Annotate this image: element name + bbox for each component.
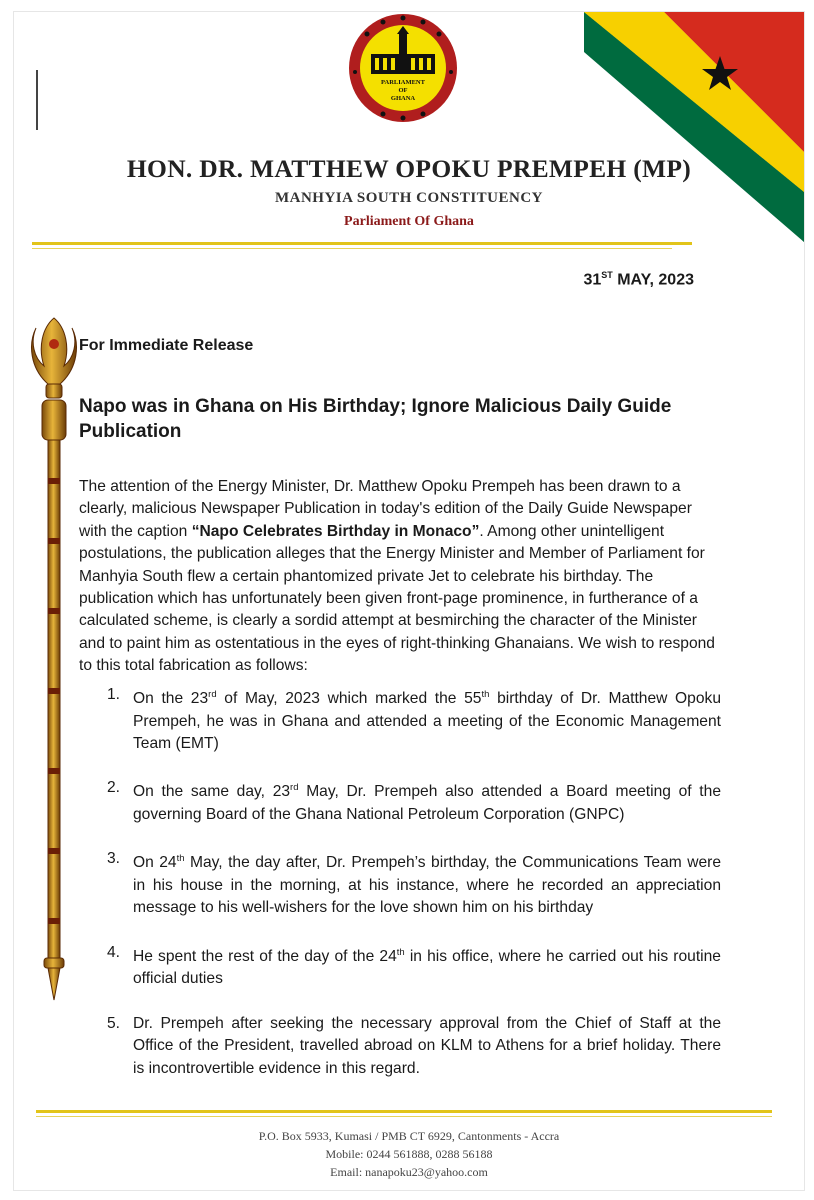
headline: Napo was in Ghana on His Birthday; Ignore Malicious Daily Guide Publication bbox=[79, 396, 672, 442]
list-item: 3. On 24th May, the day after, Dr. Prempeh’s birthday, the Communications Team were in his house in the morning, at his instance, where he recorded an appreciation message to his well-wishers for the love shown him on his birthday bbox=[107, 850, 721, 917]
mace-emblem-icon bbox=[24, 308, 84, 1008]
list-item: 4. He spent the rest of the day of the 24th in his office, where he carried out his routine official duties bbox=[107, 943, 721, 988]
parliament-label: Parliament Of Ghana bbox=[344, 214, 474, 229]
seal-country: GHANA bbox=[390, 95, 416, 102]
list-item: 5. Dr. Prempeh after seeking the necessary approval from the Chief of Staff at the Office of the President, travelled abroad on KLM to Athens for a brief holiday. There is incontrovertible evidence in this regard. bbox=[107, 1014, 721, 1077]
seal-of: OF bbox=[398, 87, 408, 94]
mp-name: HON. DR. MATTHEW OPOKU PREMPEH (MP) bbox=[126, 154, 692, 183]
newspaper-caption: “Napo Celebrates Birthday in Monaco” bbox=[191, 522, 480, 540]
list-item: 1. On the 23rd of May, 2023 which marked the 55th birthday of Dr. Matthew Opoku Prempeh, he was in Ghana and attended a meeting of the Economic Management Team (EMT) bbox=[107, 686, 721, 752]
footer-mobile: Mobile: 0244 561888, 0288 56188 bbox=[325, 1147, 493, 1161]
margin-pen-mark bbox=[36, 70, 38, 130]
footer-divider bbox=[36, 1110, 772, 1113]
footer-email: Email: nanapoku23@yahoo.com bbox=[330, 1165, 488, 1179]
seal-title: PARLIAMENT bbox=[381, 79, 425, 86]
release-date: 31ST MAY, 2023 bbox=[583, 270, 694, 289]
response-list bbox=[79, 684, 721, 1080]
list-item: 2. On the same day, 23rd May, Dr. Prempeh also attended a Board meeting of the governing Board of the Ghana National Petroleum Corporation (GNPC) bbox=[107, 779, 721, 823]
footer-address: P.O. Box 5933, Kumasi / PMB CT 6929, Cantonments - Accra bbox=[258, 1129, 560, 1143]
constituency: MANHYIA SOUTH CONSTITUENCY bbox=[274, 190, 544, 206]
body-paragraph: The attention of the Energy Minister, Dr. Matthew Opoku Prempeh has been drawn to a clearly, malicious Newspaper Publication in today's edition of the Daily Guide Newspaper with the caption “Napo Celebrates Birthday in Monaco”. Among other unintelligent postulations, the publication alleges that the Energy Minister and Member of Parliament for Manhyia South flew a certain phantomized private Jet to celebrate his birthday. The publication which has unfortunately been given front-page prominence, in furtherance of a calculated scheme, is clearly a sordid attempt at besmirching the character of the Minister and to paint him as ostentatious in the eyes of right-thinking Ghanaians. We wish to respond to this total fabrication as follows: bbox=[79, 478, 715, 675]
header-divider bbox=[32, 242, 692, 245]
release-label: For Immediate Release bbox=[79, 337, 254, 354]
press-release-page bbox=[14, 12, 804, 1190]
parliament-seal bbox=[347, 12, 459, 124]
